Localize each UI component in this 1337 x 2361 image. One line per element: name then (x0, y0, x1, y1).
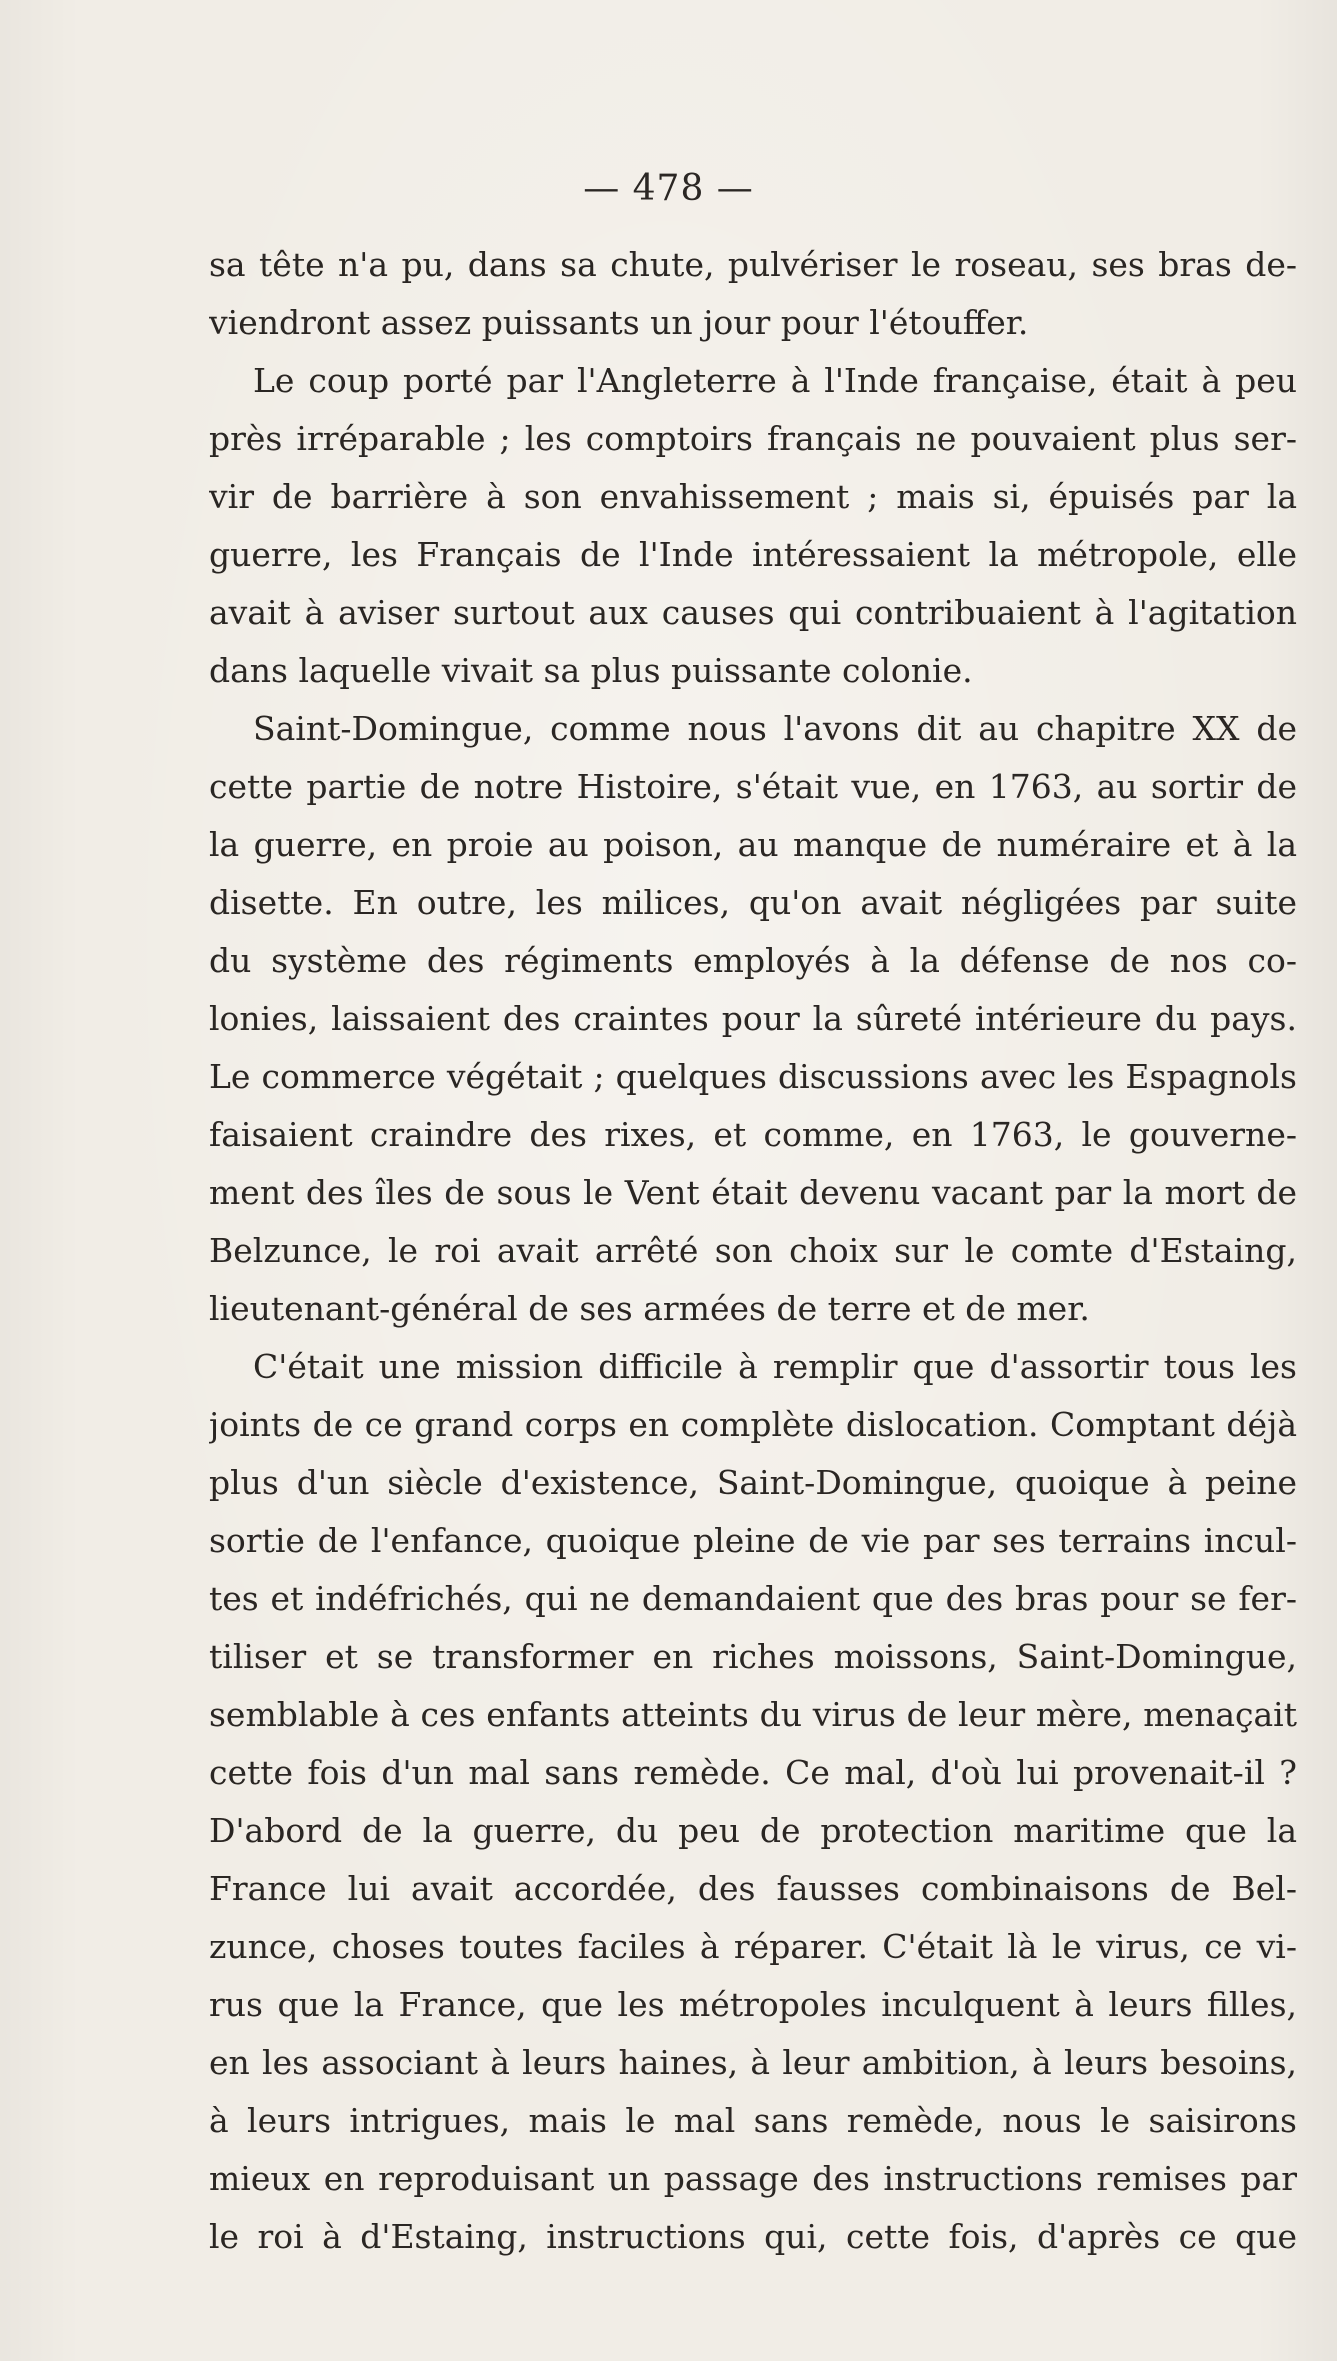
text-line: viendront assez puissants un jour pour l'étouffer. (209, 303, 1029, 342)
text-line: sa tête n'a pu, dans sa chute, pulvériser le roseau, ses bras de- (209, 245, 1297, 284)
text-line: plus d'un siècle d'existence, Saint-Domingue, quoique à peine (209, 1463, 1297, 1502)
text-line: à leurs intrigues, mais le mal sans remède, nous le saisirons (209, 2101, 1297, 2140)
paragraph-first-line: C'était une mission difficile à remplir que d'assortir tous les (253, 1347, 1297, 1386)
text-line: zunce, choses toutes faciles à réparer. C'était là le virus, ce vi- (209, 1927, 1297, 1966)
text-line: du système des régiments employés à la défense de nos co- (209, 941, 1297, 980)
text-line: Le commerce végétait ; quelques discussions avec les Espagnols (209, 1057, 1297, 1096)
text-line: sortie de l'enfance, quoique pleine de vie par ses terrains incul- (209, 1521, 1297, 1560)
text-line: Belzunce, le roi avait arrêté son choix sur le comte d'Estaing, (209, 1231, 1297, 1270)
text-line: tes et indéfrichés, qui ne demandaient que des bras pour se fer- (209, 1579, 1297, 1618)
text-line: mieux en reproduisant un passage des instructions remises par (209, 2159, 1297, 2198)
text-line: lonies, laissaient des craintes pour la sûreté intérieure du pays. (209, 999, 1297, 1038)
text-line: rus que la France, que les métropoles inculquent à leurs filles, (209, 1985, 1297, 2024)
text-line: semblable à ces enfants atteints du virus de leur mère, menaçait (209, 1695, 1297, 1734)
text-line: cette fois d'un mal sans remède. Ce mal, d'où lui provenait-il ? (209, 1753, 1297, 1792)
text-line: la guerre, en proie au poison, au manque de numéraire et à la (209, 825, 1297, 864)
text-line: France lui avait accordée, des fausses combinaisons de Bel- (209, 1869, 1297, 1908)
text-line: dans laquelle vivait sa plus puissante colonie. (209, 651, 973, 690)
text-line: lieutenant-général de ses armées de terre et de mer. (209, 1289, 1090, 1328)
paragraph-first-line: Saint-Domingue, comme nous l'avons dit au chapitre XX de (253, 709, 1297, 748)
text-line: ment des îles de sous le Vent était devenu vacant par la mort de (209, 1173, 1297, 1212)
text-line: guerre, les Français de l'Inde intéressaient la métropole, elle (209, 535, 1297, 574)
text-line: faisaient craindre des rixes, et comme, en 1763, le gouverne- (209, 1115, 1297, 1154)
page-number: — 478 — (583, 168, 754, 209)
paragraph-first-line: Le coup porté par l'Angleterre à l'Inde française, était à peu (253, 361, 1297, 400)
text-line: tiliser et se transformer en riches moissons, Saint-Domingue, (209, 1637, 1297, 1676)
text-line: D'abord de la guerre, du peu de protection maritime que la (209, 1811, 1297, 1850)
text-line: en les associant à leurs haines, à leur ambition, à leurs besoins, (209, 2043, 1297, 2082)
text-line: joints de ce grand corps en complète dislocation. Comptant déjà (209, 1405, 1297, 1444)
body-text (209, 236, 1297, 2266)
text-line: le roi à d'Estaing, instructions qui, cette fois, d'après ce que (209, 2217, 1297, 2256)
text-line: près irréparable ; les comptoirs français ne pouvaient plus ser- (209, 419, 1297, 458)
text-line: avait à aviser surtout aux causes qui contribuaient à l'agitation (209, 593, 1297, 632)
text-line: vir de barrière à son envahissement ; mais si, épuisés par la (209, 477, 1297, 516)
text-line: disette. En outre, les milices, qu'on avait négligées par suite (209, 883, 1297, 922)
text-line: cette partie de notre Histoire, s'était vue, en 1763, au sortir de (209, 767, 1297, 806)
